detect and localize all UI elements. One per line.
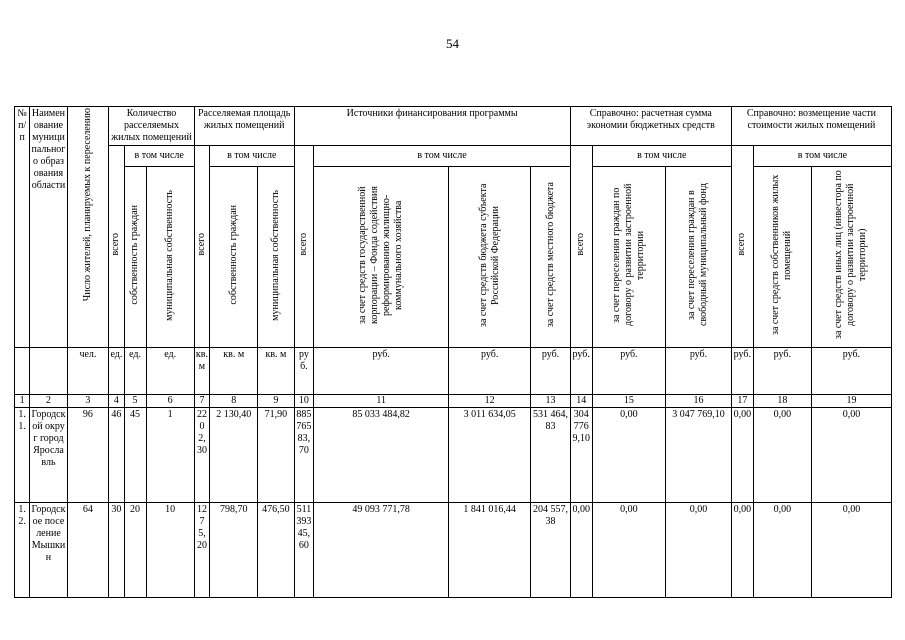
table-row: [15, 503, 892, 598]
header-comp-owners: за счет средств собственников жилых помещений: [770, 174, 794, 336]
col-number: 1: [15, 395, 30, 408]
header-econ-all-cell: [570, 146, 592, 348]
cell-econ-all: 3047769,10: [570, 408, 592, 503]
cell-econ-dev: 0,00: [592, 408, 665, 503]
col-number: 6: [146, 395, 194, 408]
cell-num: 1.1.: [15, 408, 30, 503]
cell-area-municipal: 476,50: [258, 503, 294, 598]
table-row: [15, 408, 892, 503]
cell-econ-dev: 0,00: [592, 503, 665, 598]
cell-area-all: 2202,30: [194, 408, 209, 503]
col-number: 5: [124, 395, 146, 408]
header-econ-dev-cell: [592, 167, 665, 348]
unit-cell-empty: [15, 348, 30, 395]
header-fin-region: за счет средств бюджета субъекта Российской Федерации: [477, 183, 501, 327]
header-residents-cell: [67, 107, 109, 348]
header-fin-all-cell: [294, 146, 314, 348]
cell-area-private: 798,70: [210, 503, 258, 598]
header-rooms-group: Количество расселяемых жилых помещений: [109, 107, 195, 146]
cell-econ-free: 3 047 769,10: [666, 408, 732, 503]
page-number: 54: [446, 36, 459, 51]
header-area-private: собственность граждан: [227, 205, 239, 305]
cell-num: 1.2.: [15, 503, 30, 598]
unit-cell: руб.: [294, 348, 314, 395]
unit-cell: руб.: [666, 348, 732, 395]
col-number: 13: [531, 395, 570, 408]
cell-rooms-municipal: 1: [146, 408, 194, 503]
col-number: 17: [731, 395, 753, 408]
cell-fin-local: 531 464,83: [531, 408, 570, 503]
cell-econ-all: 0,00: [570, 503, 592, 598]
header-comp-investor-cell: [811, 167, 891, 348]
cell-rooms-private: 45: [124, 408, 146, 503]
header-econ-group: Справочно: расчетная сумма экономии бюджетных средств: [570, 107, 731, 146]
cell-rooms-all: 46: [109, 408, 124, 503]
header-rooms-all: всего: [110, 233, 122, 256]
unit-cell: кв. м: [210, 348, 258, 395]
col-number: 11: [314, 395, 449, 408]
unit-cell: руб.: [314, 348, 449, 395]
unit-cell: руб.: [531, 348, 570, 395]
cell-comp-all: 0,00: [731, 503, 753, 598]
cell-rooms-municipal: 10: [146, 503, 194, 598]
cell-econ-free: 0,00: [666, 503, 732, 598]
cell-area-all: 1275,20: [194, 503, 209, 598]
cell-fin-all: 88576583,70: [294, 408, 314, 503]
cell-comp-investor: 0,00: [811, 503, 891, 598]
header-fin-fund: за счет средств государственной корпорации – Фонда содействия реформированию жилищно-коммунального хозяйства: [357, 186, 405, 324]
col-number: 10: [294, 395, 314, 408]
cell-residents: 64: [67, 503, 109, 598]
header-area-municipal-cell: [258, 167, 294, 348]
unit-cell: руб.: [570, 348, 592, 395]
header-fin-region-cell: [449, 167, 531, 348]
header-area-all-cell: [194, 146, 209, 348]
unit-cell: кв. м: [194, 348, 209, 395]
col-number: 18: [753, 395, 811, 408]
header-area-all: всего: [195, 233, 207, 256]
header-area-incl: в том числе: [210, 146, 294, 167]
program-table: [14, 106, 892, 598]
header-rooms-private-cell: [124, 167, 146, 348]
header-name: Наименование муниципального образования области: [30, 107, 67, 348]
header-rooms-private: собственность граждан: [129, 205, 141, 305]
unit-cell: ед.: [146, 348, 194, 395]
col-number: 4: [109, 395, 124, 408]
col-number: 15: [592, 395, 665, 408]
col-number: 2: [30, 395, 67, 408]
col-number: 12: [449, 395, 531, 408]
column-numbers-row: [15, 395, 892, 408]
cell-fin-fund: 49 093 771,78: [314, 503, 449, 598]
header-num: № п/п: [15, 107, 30, 348]
cell-fin-fund: 85 033 484,82: [314, 408, 449, 503]
cell-residents: 96: [67, 408, 109, 503]
header-comp-owners-cell: [753, 167, 811, 348]
header-rooms-municipal: муниципальная собственность: [164, 189, 176, 321]
cell-comp-all: 0,00: [731, 408, 753, 503]
cell-fin-local: 204 557,38: [531, 503, 570, 598]
unit-cell: руб.: [753, 348, 811, 395]
header-area-private-cell: [210, 167, 258, 348]
header-fin-fund-cell: [314, 167, 449, 348]
header-fin-local: за счет средств местного бюджета: [544, 182, 556, 328]
unit-cell: ед.: [124, 348, 146, 395]
unit-cell: руб.: [592, 348, 665, 395]
cell-rooms-all: 30: [109, 503, 124, 598]
col-number: 16: [666, 395, 732, 408]
cell-area-private: 2 130,40: [210, 408, 258, 503]
header-rooms-municipal-cell: [146, 167, 194, 348]
unit-cell-empty: [30, 348, 67, 395]
header-rooms-all-cell: [109, 146, 124, 348]
unit-cell: чел.: [67, 348, 109, 395]
header-fin-incl: в том числе: [314, 146, 570, 167]
cell-rooms-private: 20: [124, 503, 146, 598]
cell-comp-owners: 0,00: [753, 408, 811, 503]
header-econ-incl: в том числе: [592, 146, 731, 167]
header-comp-group: Справочно: возмещение части стоимости жилых помещений: [731, 107, 891, 146]
cell-comp-owners: 0,00: [753, 503, 811, 598]
header-econ-all: всего: [575, 233, 587, 256]
header-comp-incl: в том числе: [753, 146, 891, 167]
col-number: 19: [811, 395, 891, 408]
cell-comp-investor: 0,00: [811, 408, 891, 503]
header-row-2: [15, 146, 892, 167]
cell-fin-region: 3 011 634,05: [449, 408, 531, 503]
col-number: 8: [210, 395, 258, 408]
units-row: [15, 348, 892, 395]
header-comp-all-cell: [731, 146, 753, 348]
header-econ-free-cell: [666, 167, 732, 348]
header-fin-local-cell: [531, 167, 570, 348]
header-area-group: Расселяемая площадь жилых помещений: [194, 107, 294, 146]
col-number: 3: [67, 395, 109, 408]
header-row-3: [15, 167, 892, 348]
unit-cell: руб.: [811, 348, 891, 395]
header-comp-investor: за счет средств иных лиц (инвестора по договору о развитии застроенной территории): [833, 170, 869, 340]
header-rooms-incl: в том числе: [124, 146, 194, 167]
col-number: 7: [194, 395, 209, 408]
unit-cell: кв. м: [258, 348, 294, 395]
cell-municipality: Городское поселение Мышкин: [30, 503, 67, 598]
col-number: 9: [258, 395, 294, 408]
header-residents: Число жителей, планируемых к переселению: [81, 108, 93, 302]
header-econ-free: за счет переселения граждан в свободный муниципальный фонд: [686, 183, 710, 327]
header-fin-all: всего: [297, 233, 309, 256]
cell-fin-region: 1 841 016,44: [449, 503, 531, 598]
cell-municipality: Городской округ город Ярославль: [30, 408, 67, 503]
unit-cell: ед.: [109, 348, 124, 395]
cell-area-municipal: 71,90: [258, 408, 294, 503]
header-comp-all: всего: [736, 233, 748, 256]
header-area-municipal: муниципальная собственность: [269, 189, 281, 321]
col-number: 14: [570, 395, 592, 408]
cell-fin-all: 51139345,60: [294, 503, 314, 598]
unit-cell: руб.: [731, 348, 753, 395]
unit-cell: руб.: [449, 348, 531, 395]
header-row-1: [15, 107, 892, 146]
header-fin-group: Источники финансирования программы: [294, 107, 570, 146]
header-econ-dev: за счет переселения граждан по договору о развитии застроенной территории: [610, 183, 646, 327]
